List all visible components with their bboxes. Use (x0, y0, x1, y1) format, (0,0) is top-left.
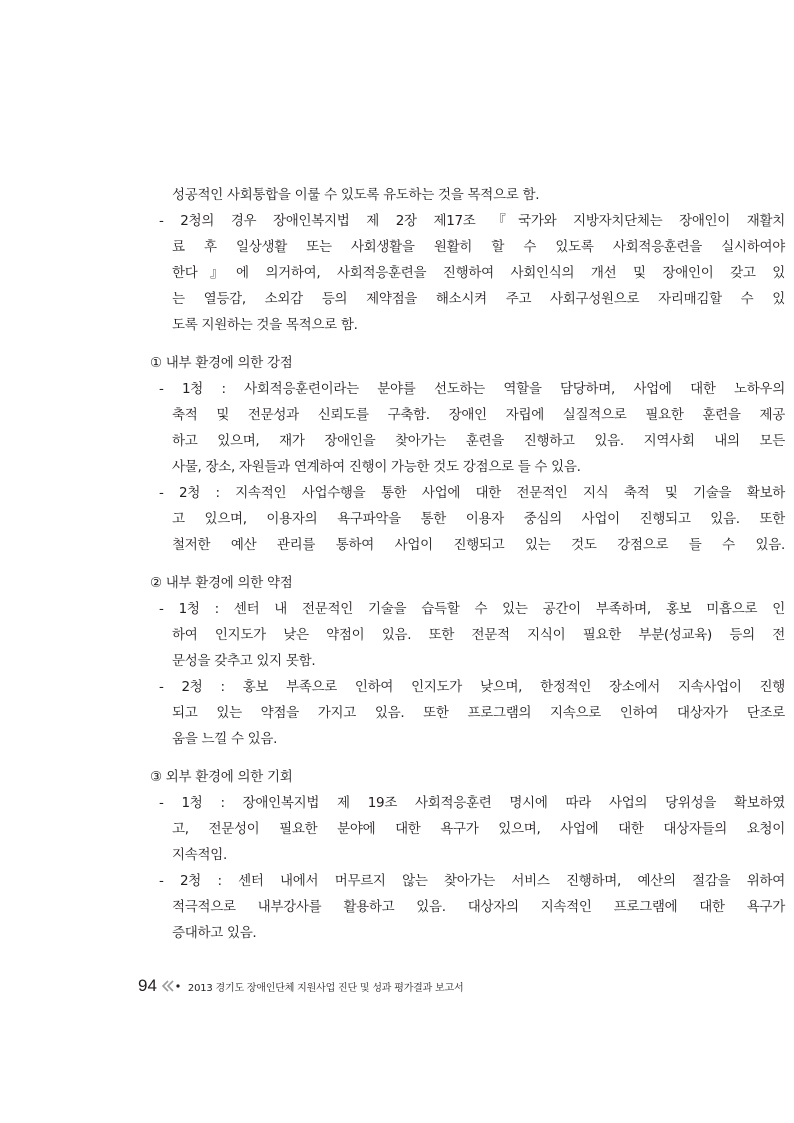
section-line: - 1청 : 센터 내 전문적인 기술을 습득할 수 있는 공간이 부족하며, 홍보 미흡으로 인 (159, 601, 785, 617)
section-line: 증대하고 있음. (172, 925, 257, 941)
section-line: - 2청 : 지속적인 사업수행을 통한 사업에 대한 전문적인 지식 축적 및 기술을 확보하 (159, 485, 785, 501)
body-line: 도록 지원하는 것을 목적으로 함. (172, 317, 358, 333)
section-line: 하고 있으며, 재가 장애인을 찾아가는 훈련을 진행하고 있음. 지역사회 내의 모든 (172, 433, 785, 449)
body-line: - 2청의 경우 장애인복지법 제 2장 제17조 『국가와 지방자치단체는 장애인이 재활치 (159, 213, 785, 229)
body-line: 한다』에 의거하여, 사회적응훈련을 진행하여 사회인식의 개선 및 장애인이 갖고 있 (172, 265, 785, 281)
section-line: 되고 있는 약점을 가지고 있음. 또한 프로그램의 지속으로 인하여 대상자가 단조로 (172, 705, 785, 721)
section-line: 움을 느낄 수 있음. (172, 731, 278, 747)
section-line: 사물, 장소, 자원들과 연계하여 진행이 가능한 것도 강점으로 들 수 있음. (172, 459, 581, 475)
section-line: 철저한 예산 관리를 통하여 사업이 진행되고 있는 것도 강점으로 들 수 있음. (172, 537, 785, 553)
section-line: 하여 인지도가 낮은 약점이 있음. 또한 전문적 지식이 필요한 부분(성교육) 등의 전 (172, 627, 785, 643)
section-heading: ② 내부 환경에 의한 약점 (150, 575, 293, 591)
section-line: - 2청 : 홍보 부족으로 인하여 인지도가 낮으며, 한정적인 장소에서 지속사업이 진행 (159, 679, 785, 695)
section-line: - 1청 : 장애인복지법 제 19조 사회적응훈련 명시에 따라 사업의 당위성을 확보하였 (159, 795, 785, 811)
body-line: 성공적인 사회통합을 이룰 수 있도록 유도하는 것을 목적으로 함. (172, 187, 540, 203)
section-heading: ③ 외부 환경에 의한 기회 (150, 769, 293, 785)
section-line: 축적 및 전문성과 신뢰도를 구축함. 장애인 자립에 실질적으로 필요한 훈련을 제공 (172, 407, 785, 423)
section-line: - 2청 : 센터 내에서 머무르지 않는 찾아가는 서비스 진행하며, 예산의 절감을 위하여 (159, 873, 785, 889)
body-line: 는 열등감, 소외감 등의 제약점을 해소시켜 주고 사회구성원으로 자리매김할 수 있 (172, 291, 785, 307)
footer-title: 2013 경기도 장애인단체 지원사업 진단 및 성과 평가결과 보고서 (187, 982, 464, 994)
section-line: - 1청 : 사회적응훈련이라는 분야를 선도하는 역할을 담당하며, 사업에 대한 노하우의 (159, 381, 785, 397)
double-chevron-icon (160, 979, 182, 993)
body-line: 료 후 일상생활 또는 사회생활을 원활히 할 수 있도록 사회적응훈련을 실시하여야 (172, 239, 785, 255)
page-number: 94 (138, 976, 157, 995)
section-heading: ① 내부 환경에 의한 강점 (150, 355, 293, 371)
section-line: 고 있으며, 이용자의 욕구파악을 통한 이용자 중심의 사업이 진행되고 있음. 또한 (172, 511, 785, 527)
section-line: 적극적으로 내부강사를 활용하고 있음. 대상자의 지속적인 프로그램에 대한 욕구가 (172, 899, 785, 915)
section-line: 지속적임. (172, 847, 227, 863)
page-footer (138, 976, 463, 996)
section-line: 고, 전문성이 필요한 분야에 대한 욕구가 있으며, 사업에 대한 대상자들의 요청이 (172, 821, 785, 837)
section-line: 문성을 갖추고 있지 못함. (172, 653, 316, 669)
